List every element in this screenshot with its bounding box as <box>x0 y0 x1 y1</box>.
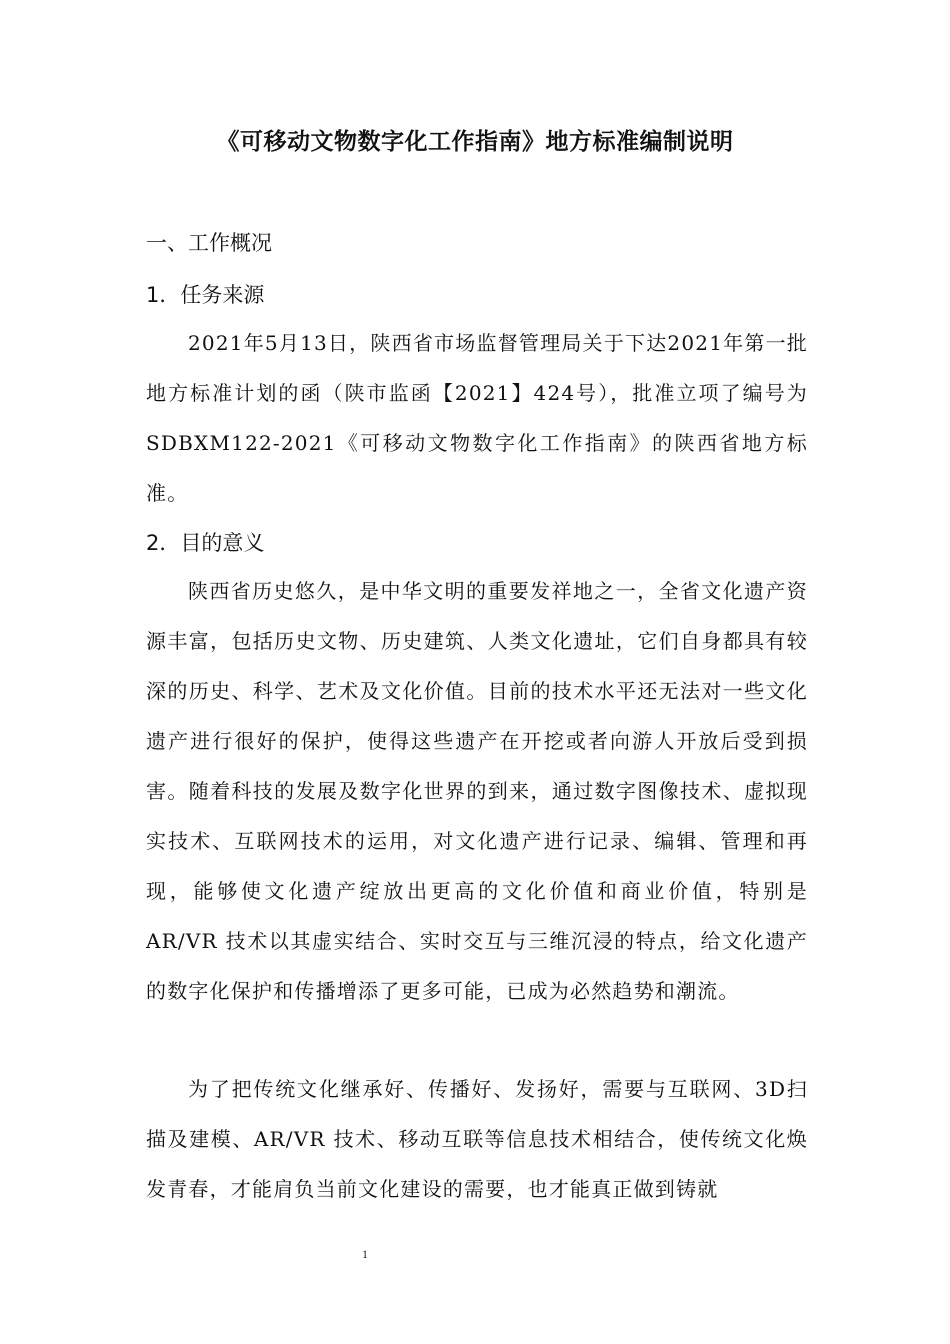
subsection-heading-purpose: 2．目的意义 <box>146 531 265 555</box>
purpose-paragraph: 陕西省历史悠久，是中华文明的重要发祥地之一，全省文化遗产资源丰富，包括历史文物、历史建筑、人类文化遗址，它们自身都具有较深的历史、科学、艺术及文化价值。目前的技术水平还无法对一些文化遗产进行很好的保护，使得这些遗产在开挖或者向游人开放后受到损害。随着科技的发展及数字化世界的到来，通过数字图像技术、虚拟现实技术、互联网技术的运用，对文化遗产进行记录、编辑、管理和再现，能够使文化遗产绽放出更高的文化价值和商业价值，特别是 AR/VR 技术以其虚实结合、实时交互与三维沉浸的特点，给文化遗产的数字化保护和传播增添了更多可能，已成为必然趋势和潮流。 <box>146 579 808 1003</box>
purpose-paragraph-continued: 为了把传统文化继承好、传播好、发扬好，需要与互联网、3D扫描及建模、AR/VR 技术、移动互联等信息技术相结合，使传统文化焕发青春，才能肩负当前文化建设的需要，也才能真正做到铸就 <box>146 1077 808 1201</box>
task-source-paragraph: 2021年5月13日，陕西省市场监督管理局关于下达2021年第一批地方标准计划的函（陕市监函【2021】424号），批准立项了编号为SDBXM122-2021《可移动文物数字化工作指南》的陕西省地方标准。 <box>146 331 808 505</box>
document-title: 《可移动文物数字化工作指南》地方标准编制说明 <box>216 129 734 155</box>
subsection-heading-task-source: 1．任务来源 <box>146 283 265 307</box>
page-number: 1 <box>362 1247 368 1261</box>
section-heading-work-overview: 一、工作概况 <box>146 231 272 255</box>
